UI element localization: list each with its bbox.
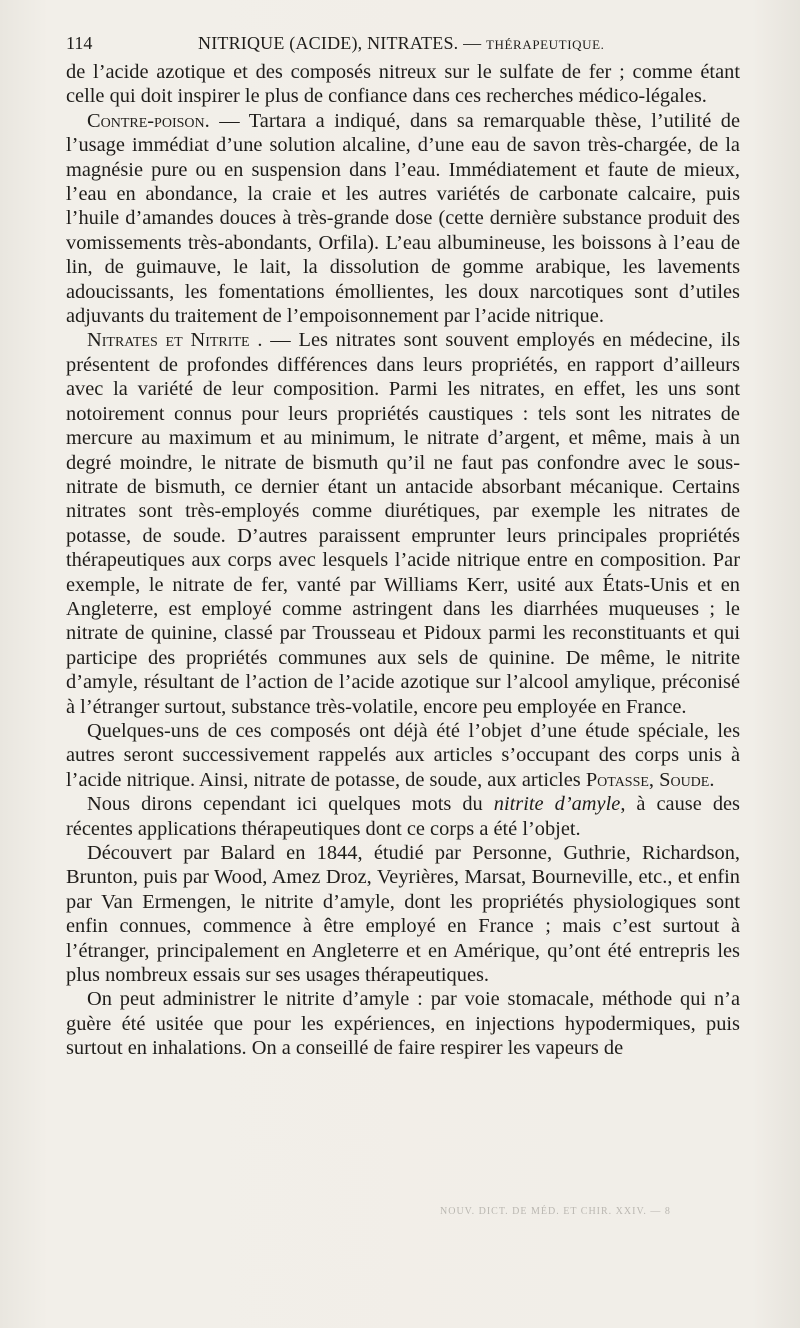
paragraph-text: — Tartara a indiqué, dans sa remarquable thèse, l’utilité de l’usage immédiat d’une solution alcaline, d’une eau de savon très-chargée, de la magnésie pure ou en suspension dans l’eau. Immédiatement et faute de mieux, l’eau en abondance, la craie et les autres variétés de carbonate calcaire, puis l’huile d’amandes douces à très-grande dose (cette dernière substance produit des vomissements très-abondants, Orfila). L’eau albumineuse, les boissons à l’eau de lin, de guimauve, le lait, la dissolution de gomme arabique, les lavements adoucissants, les fomentations émollientes, les doux narcotiques sont d’utiles adjuvants du traitement de l’empoisonnement par l’acide nitrique. <box>66 109 740 328</box>
paragraph-text: de l’acide azotique et des composés nitreux sur le sulfate de fer ; comme étant celle qui doit inspirer le plus de confiance dans ces recherches médico-légales. <box>66 61 740 108</box>
section-heading-contre-poison: Contre-poison. <box>87 109 210 132</box>
running-title <box>198 30 605 58</box>
paragraph-text: Nous dirons cependant ici quelques mots du <box>87 793 494 816</box>
paragraph-text: — Les nitrates sont souvent employés en médecine, ils présentent de profondes différences dans leurs propriétés, en rapport d’ailleurs avec la variété de leur composition. Parmi les nitrates, en effet, les uns sont notoirement connus pour leurs propriétés caustiques : tels sont les nitrates de mercure au maximum et au minimum, le nitrate d’argent, et même, mais à un degré moindre, le nitrate de bismuth qu’il ne faut pas confondre avec le sous-nitrate de bismuth, ce dernier étant un antacide absorbant mécanique. Certains nitrates sont très-employés comme diurétiques, par exemple les nitrates de potasse, de soude. D’autres paraissent emprunter leurs principales propriétés thérapeutiques aux corps avec lesquels l’acide nitrique entre en composition. Par exemple, le nitrate de fer, vanté par Williams Kerr, usité aux États-Unis et en Angleterre, est employé comme astringent dans les diarrhées muqueuses ; le nitrate de quinine, classé par Trousseau et Pidoux parmi les reconstituants et qui participe des propriétés communes aux sels de quinine. De même, le nitrite d’amyle, résultant de l’action de l’acide azotique sur l’alcool amylique, préconisé à l’étranger surtout, substance très-volatile, encore peu employée en France. <box>66 329 741 718</box>
page-number: 114 <box>66 33 93 53</box>
paragraph-1 <box>66 60 740 109</box>
paragraph-text: On peut administrer le nitrite d’amyle : par voie stomacale, méthode qui n’a guère été usitée que pour les expériences, en injections hypodermiques, puis surtout en inhalations. On a conseillé de faire respirer les vapeurs de <box>66 988 740 1060</box>
header-section: THÉRAPEUTIQUE. <box>485 37 605 52</box>
cross-reference: Potasse, Soude. <box>585 768 715 791</box>
paragraph-contre-poison <box>66 109 740 329</box>
italic-term: nitrite d’amyle <box>493 793 621 816</box>
paragraph-text: Découvert par Balard en 1844, étudié par Personne, Guthrie, Richardson, Brunton, puis par Wood, Amez Droz, Veyrières, Marsat, Bourneville, etc., et enfin par Van Ermengen, le nitrite d’amyle, dont les propriétés physiologiques sont enfin connues, commence à être employé en France ; mais c’est surtout à l’étranger, principalement en Angleterre et en Amérique, qu’ont été entrepris les plus nombreux essais sur ses usages thérapeutiques. <box>66 842 740 987</box>
paragraph-decouvert <box>66 841 740 987</box>
paragraph-tail: , à cause des récentes applications thérapeutiques dont ce corps a été l’objet. <box>66 793 740 840</box>
running-header <box>66 30 740 56</box>
bleed-through-footer: NOUV. DICT. DE MÉD. ET CHIR. XXIV. — 8 <box>440 1206 671 1217</box>
paragraph-administration <box>66 987 740 1060</box>
section-heading-nitrates: Nitrates et Nitrite . <box>87 329 263 352</box>
paragraph-text: Quelques-uns de ces composés ont déjà été l’objet d’une étude spéciale, les autres seront successivement rappelés aux articles s’occupant des corps unis à l’acide nitrique. Ainsi, nitrate de potasse, de soude, aux articles <box>66 719 740 791</box>
header-title: NITRIQUE (ACIDE), NITRATES. <box>198 33 459 53</box>
header-dash: — <box>463 33 482 53</box>
paragraph-nitrates <box>66 328 740 719</box>
paragraph-nitrite-intro <box>66 792 740 841</box>
paragraph-composes <box>66 719 740 792</box>
body-text <box>66 60 740 1061</box>
